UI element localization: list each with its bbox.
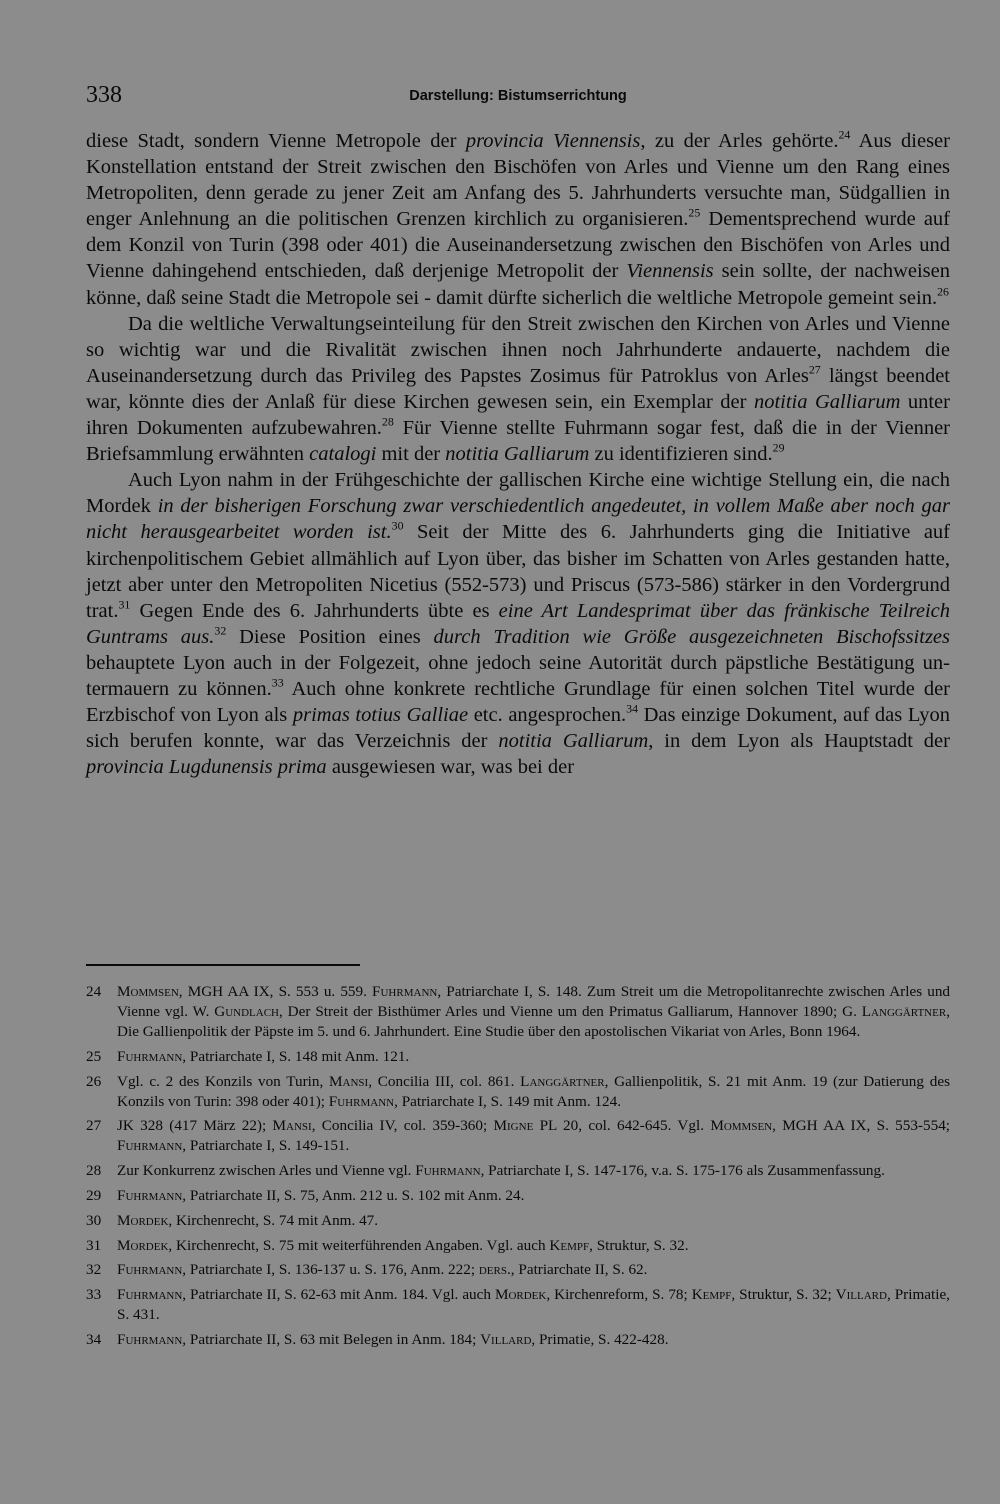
footnote-number: 30 xyxy=(86,1211,102,1229)
footnote-number: 32 xyxy=(86,1261,102,1279)
footnote-25 xyxy=(86,1047,950,1067)
text-run: diese Stadt, sondern Vienne Metropole der xyxy=(86,130,466,152)
footnotes xyxy=(86,982,950,1355)
italic-term: catalogi xyxy=(309,443,377,466)
paragraph-2 xyxy=(86,311,950,468)
text-run: , Kirchenrecht, S. 75 mit weiterführenden Angaben. Vgl. auch xyxy=(168,1236,550,1254)
text-run: , Patriarchate I, S. 149 mit Anm. 124. xyxy=(394,1092,622,1110)
author-name: Langgärtner xyxy=(520,1072,605,1090)
text-run: Das einzige Dokument, auf das Lyon sich berufen konnte, war das Verzeichnis der xyxy=(86,704,950,753)
author-name: Fuhrmann xyxy=(117,1330,183,1348)
footnote-ref: 31 xyxy=(118,597,131,612)
text-run: , zu der Arles gehörte. xyxy=(640,130,839,152)
text-run: Auch ohne konkrete rechtliche Grundlage für einen solchen Titel wurde der Erzbischof von Lyon als xyxy=(86,677,950,727)
author-name: Mansi xyxy=(329,1072,369,1090)
italic-term: provincia Lugdunensis prima xyxy=(86,756,327,779)
author-name: Fuhrmann xyxy=(117,1261,183,1279)
italic-term: notitia Galliarum xyxy=(445,443,590,466)
author-name: Fuhrmann xyxy=(415,1162,481,1180)
footnote-34 xyxy=(86,1330,950,1350)
text-run: , Concilia IV, col. 359-360; xyxy=(311,1117,494,1135)
text-run: , Patriarchate I, S. 148 mit Anm. 121. xyxy=(182,1047,410,1065)
page-header xyxy=(86,82,950,112)
footnote-28 xyxy=(86,1161,950,1181)
text-run: , Primatie, S. 431. xyxy=(117,1286,950,1324)
footnote-27 xyxy=(86,1116,950,1156)
footnote-ref: 33 xyxy=(271,675,284,690)
text-run: sein sollte, der nachweisen könne, daß seine Stadt die Metropole sei - damit dürfte sicherlich die weltliche Metropole gemeint sein. xyxy=(86,260,951,309)
text-run: , Patriarchate I, S. 149-151. xyxy=(182,1137,350,1155)
italic-term: primas totius Galliae xyxy=(292,704,469,727)
author-name: Mordek xyxy=(494,1286,547,1304)
italic-term: notitia Galliarum xyxy=(498,730,649,753)
text-run: , MGH AA IX, S. 553 u. 559. xyxy=(178,983,373,1000)
italic-term: Viennensis xyxy=(626,260,714,283)
footnote-number: 29 xyxy=(86,1186,102,1204)
footnote-ref: 25 xyxy=(688,205,701,220)
text-run: Zur Konkurrenz zwischen Arles und Vienne vgl. xyxy=(117,1162,416,1180)
footnote-number: 28 xyxy=(86,1162,102,1180)
italic-quote: durch Tradition wie Größe ausgezeichneten Bischofssitzes xyxy=(433,625,950,648)
text-run: , MGH AA IX, S. 553-554; xyxy=(772,1117,951,1135)
footnote-32 xyxy=(86,1260,950,1280)
text-run: , Patriarchate I, S. 136-137 u. S. 176, Anm. 222; xyxy=(182,1261,479,1279)
author-name: Mordek xyxy=(117,1236,169,1254)
text-run: , Patriarchate II, S. 62-63 mit Anm. 184. Vgl. auch xyxy=(182,1286,495,1304)
text-run: , Kirchenreform, S. 78; xyxy=(546,1286,692,1304)
footnote-number: 25 xyxy=(86,1047,102,1065)
footnote-30 xyxy=(86,1211,950,1231)
text-run: Für Vienne stellte Fuhrmann sogar fest, daß die in der Vienner Briefsammlung erwähnten xyxy=(86,417,950,466)
text-run: etc. angesprochen. xyxy=(468,704,627,727)
text-run: mit der xyxy=(376,443,446,466)
text-run: , Concilia III, col. 861. xyxy=(368,1072,521,1090)
author-name: Villard xyxy=(835,1286,887,1304)
footnote-number: 26 xyxy=(86,1072,102,1090)
footnote-number: 27 xyxy=(86,1117,102,1135)
footnote-ref: 29 xyxy=(772,440,785,455)
text-run: , Patriarchate II, S. 75, Anm. 212 u. S. 102 mit Anm. 24. xyxy=(182,1186,525,1204)
footnote-number: 34 xyxy=(86,1330,102,1348)
footnote-29 xyxy=(86,1186,950,1206)
text-run: Diese Position eines xyxy=(226,625,434,648)
text-run: Dementsprechend wurde auf dem Konzil von Turin (398 oder 401) die Auseinandersetzung zwischen den Bischöfen von Arles und Vienne dahingehend entschieden, daß derjenige Metropolit der xyxy=(86,208,950,283)
text-run: , Die Gallienpolitik der Päpste im 5. und 6. Jahrhundert. Eine Studie über den apostolischen Vikariat von Arles, Bonn 1964. xyxy=(117,1003,950,1040)
text-run: , Patriarchate I, S. 148. Zum Streit um die Metropolitanrechte zwischen Arles und Vienne vgl. W. xyxy=(117,983,951,1020)
text-run: , Patriarchate I, S. 147-176, v.a. S. 175-176 als Zusammenfassung. xyxy=(480,1162,885,1180)
author-name: Fuhrmann xyxy=(117,1137,183,1155)
page-number: 338 xyxy=(86,82,122,108)
author-name: Fuhrmann xyxy=(117,1047,183,1065)
text-run: , Patriarchate II, S. 62. xyxy=(510,1261,648,1279)
paragraph-1 xyxy=(86,128,950,311)
author-name: Fuhrmann xyxy=(117,1286,183,1304)
author-name: Kempf xyxy=(691,1286,732,1304)
paragraph-3 xyxy=(86,467,950,780)
author-name: Fuhrmann xyxy=(372,983,438,1000)
italic-term: notitia Galliarum xyxy=(753,390,901,413)
italic-quote: in der bisherigen Forschung zwar verschiedentlich angedeutet, in vollem Maße aber noch gar nicht herausgearbeitet worden ist. xyxy=(86,495,951,544)
footnote-ref: 34 xyxy=(626,701,639,716)
text-run: JK 328 (417 März 22); xyxy=(117,1117,273,1135)
footnote-ref: 24 xyxy=(838,127,851,142)
footnote-number: 24 xyxy=(86,983,102,1000)
footnote-ref: 30 xyxy=(391,518,404,533)
author-name: Mommsen xyxy=(710,1117,773,1135)
italic-term: provincia Viennensis xyxy=(465,130,641,152)
body-text xyxy=(86,128,950,780)
text-run: zu identifizieren sind. xyxy=(589,443,773,466)
text-run: längst beendet war, könnte dies der Anlaß für diese Kirchen gewesen sein, ein Exemplar der xyxy=(86,364,950,413)
footnote-24 xyxy=(86,982,950,1042)
text-run: , Struktur, S. 32; xyxy=(731,1286,836,1304)
footnote-ref: 32 xyxy=(214,623,227,638)
text-run: Gegen Ende des 6. Jahrhunderts übte es xyxy=(130,599,499,622)
running-head: Darstellung: Bistumserrichtung xyxy=(409,88,627,104)
text-run: , Patriarchate II, S. 63 mit Belegen in Anm. 184; xyxy=(182,1330,481,1348)
text-run: , Struktur, S. 32. xyxy=(589,1236,689,1254)
footnote-31 xyxy=(86,1236,950,1256)
text-run: Da die weltliche Verwaltungseinteilung für den Streit zwischen den Kirchen von Arles und Vienne so wichtig war und die Rivalität zwischen ihnen noch Jahrhunderte andauerte, nachdem die Auseinandersetzung durch das Privileg des Papstes Zosimus für Patroklus von Arles xyxy=(86,312,950,387)
author-name: Kempf xyxy=(549,1236,590,1254)
text-run: Seit der Mitte des 6. Jahrhunderts ging die Initiative auf kirchenpolitischem Gebiet allmählich auf Lyon über, das bisher im Schatten von Arles gestanden hatte, jetzt aber unter den Metropoliten Nicetius (552-573) und Priscus (573-586) stärker in den Vordergrund trat. xyxy=(86,521,951,622)
text-run: PL 20, col. 642-645. Vgl. xyxy=(533,1117,711,1135)
footnote-ref: 26 xyxy=(937,284,949,299)
author-name: ders. xyxy=(478,1261,511,1279)
footnote-number: 31 xyxy=(86,1236,102,1254)
text-run: ausgewiesen war, was bei der xyxy=(326,756,575,779)
author-name: Fuhrmann xyxy=(117,1186,183,1204)
author-name: Villard xyxy=(480,1330,532,1348)
text-run: unter ihren Dokumenten aufzubewahren. xyxy=(86,390,950,440)
author-name: Mordek xyxy=(117,1211,169,1229)
text-run: Vgl. c. 2 des Konzils von Turin, xyxy=(117,1072,330,1090)
text-run: Aus dieser Konstellation entstand der Streit zwischen den Bischöfen von Arles und Vienne um den Rang eines Metropoliten, denn gerade zu jener Zeit am Anfang des 5. Jahrhunderts versuchte man, Südgallien in enger Anlehnung an die politischen Grenzen kirchlich zu organisieren. xyxy=(86,130,950,231)
text-run: , in dem Lyon als Hauptstadt der xyxy=(648,730,950,753)
author-name: Fuhrmann xyxy=(328,1092,395,1110)
text-run: , Kirchenrecht, S. 74 mit Anm. 47. xyxy=(168,1211,379,1229)
footnote-ref: 28 xyxy=(381,414,394,429)
footnote-ref: 27 xyxy=(808,362,821,377)
text-run: Auch Lyon nahm in der Frühgeschichte der gallischen Kirche eine wichtige Stellung ein, die nach Mordek xyxy=(86,469,950,518)
text-run: , Gallienpolitik, S. 21 mit Anm. 19 (zur Datierung des Konzils von Turin: 398 oder 401); xyxy=(117,1072,950,1110)
author-name: Mommsen xyxy=(117,983,179,1000)
footnote-number: 33 xyxy=(86,1286,102,1304)
footnote-26 xyxy=(86,1072,950,1112)
footnote-separator xyxy=(86,964,360,966)
author-name: Migne xyxy=(493,1117,534,1135)
text-run: , Primatie, S. 422-428. xyxy=(531,1330,669,1348)
author-name: Langgärtner xyxy=(861,1003,947,1020)
text-run: , Der Streit der Bisthümer Arles und Vienne um den Primatus Galliarum, Hannover 1890; G. xyxy=(279,1003,862,1020)
italic-quote: eine Art Landesprimat über das fränkische Teilreich Guntrams aus. xyxy=(86,599,950,648)
text-run: behauptete Lyon auch in der Folgezeit, ohne jedoch seine Autorität durch päpstliche Bestätigung untermauern zu können. xyxy=(86,651,950,700)
footnote-33 xyxy=(86,1285,950,1325)
author-name: Gundlach xyxy=(214,1003,279,1020)
author-name: Mansi xyxy=(272,1117,312,1135)
